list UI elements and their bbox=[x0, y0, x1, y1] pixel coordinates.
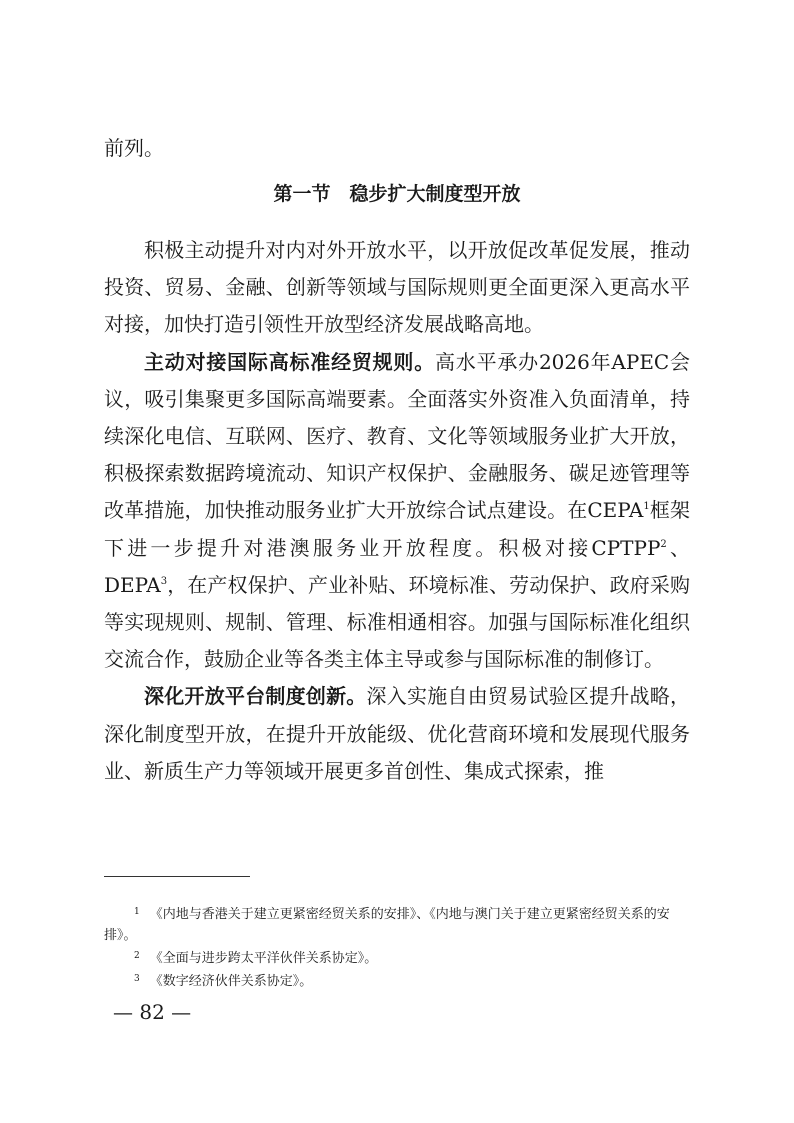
page-body bbox=[104, 130, 690, 790]
footnote-number: 3 bbox=[134, 974, 140, 984]
page-number: — 82 — bbox=[113, 1000, 192, 1024]
footnote-number: 2 bbox=[134, 951, 140, 961]
section-title: 第一节 稳步扩大制度型开放 bbox=[273, 183, 521, 205]
footnote-text: 《内地与香港关于建立更紧密经贸关系的安排》、《内地与澳门关于建立更紧密经贸关系的安排》。 bbox=[104, 907, 670, 943]
footnote-3 bbox=[104, 969, 698, 992]
paragraph-intro: 积极主动提升对内对外开放水平，以开放促改革促发展，推动投资、贸易、金融、创新等领域与国际规则更全面更深入更高水平对接，加快打造引领性开放型经济发展战略高地。 bbox=[104, 238, 690, 337]
footnote-text: 《全面与进步跨太平洋伙伴关系协定》。 bbox=[149, 951, 378, 966]
paragraph-text: 深入实施自由贸易试验区提升战略，深化制度型开放，在提升开放能级、优化营商环境和发展现代服务业、新质生产力等领域开展更多首创性、集成式探索，推 bbox=[104, 684, 691, 783]
paragraph-international-rules bbox=[104, 344, 690, 679]
footnote-ref-3[interactable]: 3 bbox=[160, 575, 168, 587]
paragraph-lead-heading: 主动对接国际高标准经贸规则。 bbox=[144, 349, 436, 374]
paragraph-text: ，在产权保护、产业补贴、环境标准、劳动保护、政府采购等实现规则、规制、管理、标准相通相容。加强与国际标准化组织交流合作，鼓励企业等各类主体主导或参与国际标准的制修订。 bbox=[104, 572, 690, 672]
footnote-1 bbox=[104, 902, 698, 946]
footnote-divider bbox=[104, 876, 250, 877]
paragraph-lead-heading: 深化开放平台制度创新。 bbox=[144, 684, 367, 709]
paragraph-platform-innovation bbox=[104, 678, 690, 790]
paragraph-text: 、DEPA bbox=[104, 535, 691, 597]
footnote-text: 《数字经济伙伴关系协定》。 bbox=[149, 974, 313, 989]
footnote-ref-1[interactable]: 1 bbox=[643, 501, 650, 513]
paragraph-text: 高水平承办2026年APEC会议，吸引集聚更多国际高端要素。全面落实外资准入负面清单，持续深化电信、互联网、医疗、教育、文化等领域服务业扩大开放，积极探索数据跨境流动、知识产权保护、金融服务、碳足迹管理等改革措施，加快推动服务业扩大开放综合试点建设。在CEPA bbox=[104, 349, 691, 523]
paragraph-text: 框架下进一步提升对港澳服务业开放程度。积极对接CPTPP bbox=[104, 498, 690, 560]
footnote-ref-2[interactable]: 2 bbox=[660, 538, 667, 550]
footnotes bbox=[104, 902, 698, 992]
continued-text: 前列。 bbox=[104, 136, 164, 160]
footnote-2 bbox=[104, 946, 698, 969]
footnote-number: 1 bbox=[134, 907, 140, 917]
